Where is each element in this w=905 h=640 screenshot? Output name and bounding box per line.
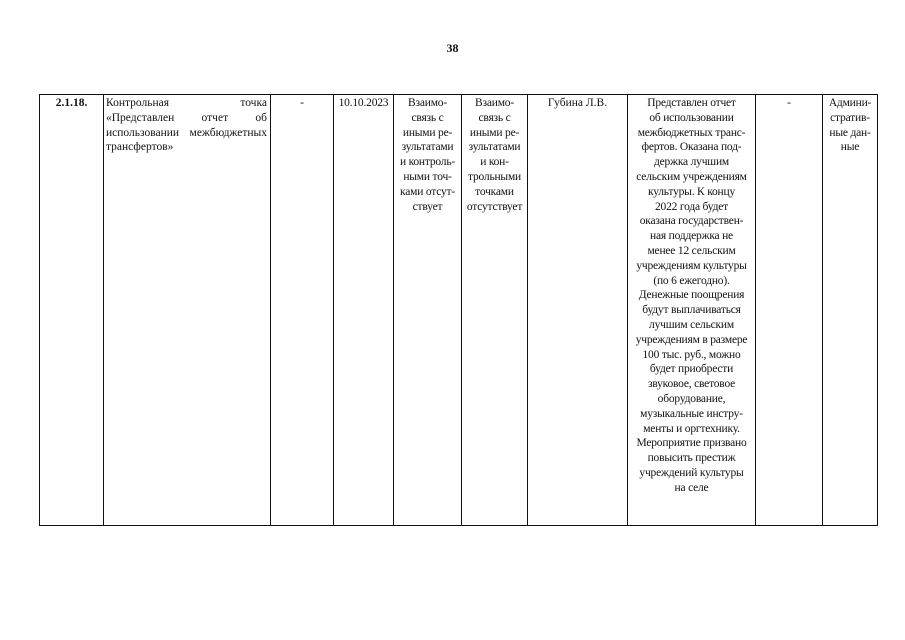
relation-cell-1 (394, 95, 462, 526)
row-number: 2.1.18. (55, 97, 88, 109)
date-cell (334, 95, 394, 526)
control-date: 10.10.2023 (338, 97, 389, 109)
data-source: Админи- стратив- ные дан- ные (828, 97, 872, 154)
responsible-cell (528, 95, 628, 526)
event-name-cell (104, 95, 271, 526)
responsible-person: Губина Л.В. (547, 97, 608, 109)
result-description: Представлен отчет об использовании межбюджетных транс- фертов. Оказана под- держка лучшим сельским учреждениям культуры. К концу 2022 года будет оказана государствен- ная поддержка не менее 12 сельским учреждениям культуры (по 6 ежегодно). Денежные поощрения будут выплачиваться лучшим сельским учреждениям в размере 100 тыс. руб., можно будет приобрести звуковое, световое оборудование, музыкальные инстру- менты и оргтехнику. Мероприятие призвано повысить престиж учреждений культуры на селе (635, 97, 748, 494)
column-9-cell (756, 95, 823, 526)
report-table (39, 94, 878, 526)
event-name: Контрольная точка «Представлен отчет об использовании межбюджетных трансфертов» (106, 97, 267, 154)
relation-text-2: Взаимо- связь с иными ре- зультатами и кон- трольными точками отсутствует (466, 97, 523, 213)
source-cell (823, 95, 878, 526)
relation-text-1: Взаимо- связь с иными ре- зультатами и контроль- ными точ- ками отсут- ствует (399, 97, 456, 213)
row-number-cell (40, 95, 104, 526)
column-3-value: - (300, 97, 304, 109)
page-number: 38 (446, 41, 459, 55)
column-9-value: - (787, 97, 791, 109)
table-row (40, 95, 878, 526)
relation-cell-2 (462, 95, 528, 526)
description-cell (628, 95, 756, 526)
column-3-cell (271, 95, 334, 526)
